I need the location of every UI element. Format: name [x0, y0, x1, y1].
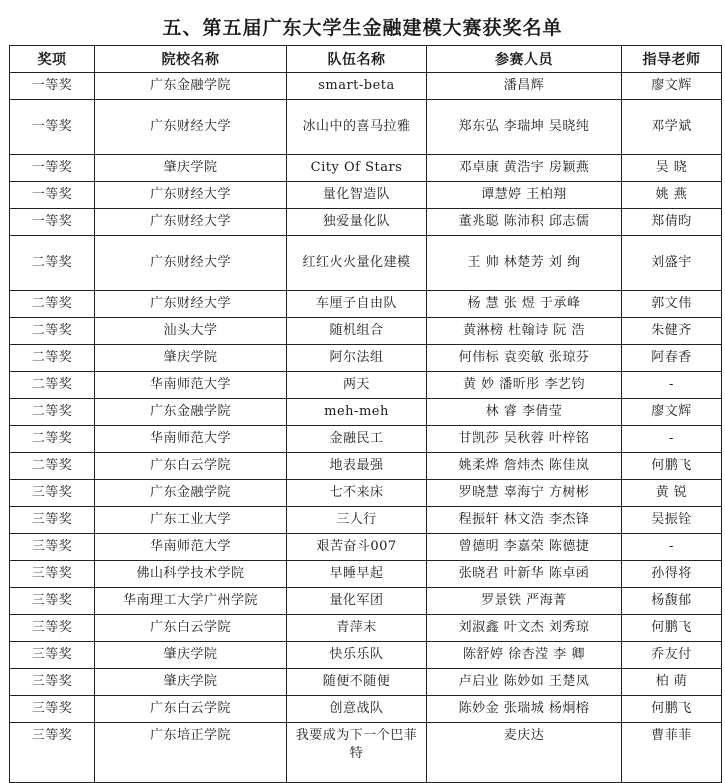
- cell-award: 二等奖: [10, 372, 95, 399]
- header-members: 参赛人员: [427, 46, 622, 73]
- cell-award: 二等奖: [10, 291, 95, 318]
- cell-award: 三等奖: [10, 669, 95, 696]
- cell-team: 地表最强: [287, 453, 427, 480]
- cell-award: 二等奖: [10, 345, 95, 372]
- cell-team: City Of Stars: [287, 155, 427, 182]
- table-header-row: [10, 46, 722, 73]
- cell-school: 广东财经大学: [95, 182, 287, 209]
- cell-award: 三等奖: [10, 480, 95, 507]
- cell-award: 一等奖: [10, 100, 95, 155]
- table-row: [10, 345, 722, 372]
- cell-advisor: 郑倩昀: [622, 209, 722, 236]
- table-row: [10, 372, 722, 399]
- cell-members: 罗景铁 严海菁: [427, 588, 622, 615]
- cell-advisor: 乔友付: [622, 642, 722, 669]
- cell-advisor: 廖文辉: [622, 399, 722, 426]
- cell-advisor: 邓学斌: [622, 100, 722, 155]
- cell-school: 广东金融学院: [95, 480, 287, 507]
- cell-award: 二等奖: [10, 399, 95, 426]
- cell-team: 两天: [287, 372, 427, 399]
- table-row: [10, 426, 722, 453]
- table-row: [10, 696, 722, 723]
- cell-award: 二等奖: [10, 453, 95, 480]
- cell-school: 广东财经大学: [95, 100, 287, 155]
- cell-advisor: 黄 锐: [622, 480, 722, 507]
- table-row: [10, 534, 722, 561]
- cell-team: 快乐乐队: [287, 642, 427, 669]
- cell-members: 陈舒婷 徐杏滢 李 卿: [427, 642, 622, 669]
- cell-school: 华南师范大学: [95, 426, 287, 453]
- table-row: [10, 507, 722, 534]
- cell-award: 一等奖: [10, 182, 95, 209]
- cell-team: 独爱量化队: [287, 209, 427, 236]
- cell-school: 华南师范大学: [95, 534, 287, 561]
- cell-advisor: 吴 晓: [622, 155, 722, 182]
- cell-school: 华南师范大学: [95, 372, 287, 399]
- cell-members: 郑东弘 李瑞坤 吴晓纯: [427, 100, 622, 155]
- cell-school: 华南理工大学广州学院: [95, 588, 287, 615]
- cell-team: 红红火火量化建模: [287, 236, 427, 291]
- cell-school: 广东财经大学: [95, 209, 287, 236]
- table-row: [10, 561, 722, 588]
- cell-members: 姚柔烨 詹炜杰 陈佳岚: [427, 453, 622, 480]
- cell-award: 三等奖: [10, 507, 95, 534]
- table-row: [10, 615, 722, 642]
- awards-table: [9, 45, 722, 783]
- cell-award: 一等奖: [10, 73, 95, 100]
- cell-team: 阿尔法组: [287, 345, 427, 372]
- cell-team: smart-beta: [287, 73, 427, 100]
- page-title: 五、第五届广东大学生金融建模大赛获奖名单: [162, 17, 563, 39]
- cell-team: 量化军团: [287, 588, 427, 615]
- cell-advisor: 郭文伟: [622, 291, 722, 318]
- cell-members: 杨 慧 张 煜 于承峰: [427, 291, 622, 318]
- cell-advisor: 吴振铨: [622, 507, 722, 534]
- table-row: [10, 723, 722, 783]
- cell-members: 陈妙金 张瑞城 杨炯榕: [427, 696, 622, 723]
- cell-team: 冰山中的喜马拉雅: [287, 100, 427, 155]
- cell-advisor: -: [622, 426, 722, 453]
- table-row: [10, 669, 722, 696]
- cell-school: 广东培正学院: [95, 723, 287, 783]
- cell-award: 三等奖: [10, 588, 95, 615]
- cell-team: 三人行: [287, 507, 427, 534]
- cell-advisor: 何鹏飞: [622, 696, 722, 723]
- cell-team: 青萍末: [287, 615, 427, 642]
- table-row: [10, 453, 722, 480]
- cell-school: 肇庆学院: [95, 155, 287, 182]
- table-row: [10, 209, 722, 236]
- awards-table-container: [9, 45, 721, 783]
- cell-school: 广东白云学院: [95, 696, 287, 723]
- cell-advisor: 杨馥郁: [622, 588, 722, 615]
- cell-advisor: -: [622, 534, 722, 561]
- awards-table-body: [10, 73, 722, 783]
- cell-advisor: 何鹏飞: [622, 615, 722, 642]
- cell-advisor: 姚 燕: [622, 182, 722, 209]
- table-row: [10, 642, 722, 669]
- cell-award: 三等奖: [10, 561, 95, 588]
- cell-school: 肇庆学院: [95, 642, 287, 669]
- cell-team: 金融民工: [287, 426, 427, 453]
- cell-team: 量化智造队: [287, 182, 427, 209]
- cell-award: 三等奖: [10, 642, 95, 669]
- cell-award: 三等奖: [10, 696, 95, 723]
- cell-school: 广东白云学院: [95, 453, 287, 480]
- cell-members: 张晓君 叶新华 陈卓函: [427, 561, 622, 588]
- table-row: [10, 182, 722, 209]
- table-row: [10, 236, 722, 291]
- cell-school: 佛山科学技术学院: [95, 561, 287, 588]
- table-row: [10, 318, 722, 345]
- cell-members: 麦庆达: [427, 723, 622, 783]
- cell-members: 潘昌辉: [427, 73, 622, 100]
- cell-members: 程振轩 林文浩 李杰锋: [427, 507, 622, 534]
- cell-advisor: 阿春香: [622, 345, 722, 372]
- cell-advisor: 孙得将: [622, 561, 722, 588]
- cell-award: 二等奖: [10, 236, 95, 291]
- table-row: [10, 100, 722, 155]
- cell-members: 刘淑鑫 叶文杰 刘秀琼: [427, 615, 622, 642]
- cell-advisor: -: [622, 372, 722, 399]
- cell-team: 早睡早起: [287, 561, 427, 588]
- cell-team: 七不来床: [287, 480, 427, 507]
- cell-members: 卢启业 陈妙如 王楚凤: [427, 669, 622, 696]
- header-award: 奖项: [10, 46, 95, 73]
- cell-award: 一等奖: [10, 155, 95, 182]
- table-row: [10, 588, 722, 615]
- cell-advisor: 柏 萌: [622, 669, 722, 696]
- cell-school: 广东金融学院: [95, 399, 287, 426]
- cell-award: 一等奖: [10, 209, 95, 236]
- cell-advisor: 朱健齐: [622, 318, 722, 345]
- cell-team: 随机组合: [287, 318, 427, 345]
- table-row: [10, 291, 722, 318]
- cell-advisor: 廖文辉: [622, 73, 722, 100]
- cell-school: 广东工业大学: [95, 507, 287, 534]
- cell-school: 广东财经大学: [95, 291, 287, 318]
- cell-team: 创意战队: [287, 696, 427, 723]
- cell-school: 肇庆学院: [95, 345, 287, 372]
- table-row: [10, 155, 722, 182]
- cell-school: 广东金融学院: [95, 73, 287, 100]
- cell-award: 二等奖: [10, 318, 95, 345]
- cell-team: 车厘子自由队: [287, 291, 427, 318]
- header-team: 队伍名称: [287, 46, 427, 73]
- cell-members: 黄 妙 潘昕彤 李艺钧: [427, 372, 622, 399]
- cell-award: 二等奖: [10, 426, 95, 453]
- cell-members: 谭慧婷 王柏翔: [427, 182, 622, 209]
- cell-team: [287, 723, 427, 783]
- cell-school: 肇庆学院: [95, 669, 287, 696]
- cell-award: 三等奖: [10, 723, 95, 783]
- cell-members: 王 帅 林楚芳 刘 绚: [427, 236, 622, 291]
- table-row: [10, 480, 722, 507]
- cell-members: 曾德明 李嘉荣 陈德捷: [427, 534, 622, 561]
- cell-advisor: 曹菲菲: [622, 723, 722, 783]
- cell-team: 艰苦奋斗007: [287, 534, 427, 561]
- cell-school: 广东财经大学: [95, 236, 287, 291]
- cell-members: 林 睿 李倩莹: [427, 399, 622, 426]
- cell-members: 甘凯莎 吴秋蓉 叶梓铭: [427, 426, 622, 453]
- cell-award: 三等奖: [10, 615, 95, 642]
- cell-team-text: 我要成为下一个巴菲特: [295, 728, 418, 761]
- cell-members: 邓卓康 黄浩宇 房颖燕: [427, 155, 622, 182]
- cell-team: 随便不随便: [287, 669, 427, 696]
- header-school: 院校名称: [95, 46, 287, 73]
- cell-award: 三等奖: [10, 534, 95, 561]
- cell-members: 董兆聪 陈沛积 邱志儒: [427, 209, 622, 236]
- cell-advisor: 何鹏飞: [622, 453, 722, 480]
- table-row: [10, 73, 722, 100]
- table-row: [10, 399, 722, 426]
- cell-members: 何伟标 袁奕敏 张琼芬: [427, 345, 622, 372]
- cell-team: meh-meh: [287, 399, 427, 426]
- cell-school: 广东白云学院: [95, 615, 287, 642]
- cell-members: 黄淋榜 杜翰诗 阮 浩: [427, 318, 622, 345]
- cell-advisor: 刘盛宇: [622, 236, 722, 291]
- header-advisor: 指导老师: [622, 46, 722, 73]
- cell-members: 罗晓慧 辜海宁 方树彬: [427, 480, 622, 507]
- cell-school: 汕头大学: [95, 318, 287, 345]
